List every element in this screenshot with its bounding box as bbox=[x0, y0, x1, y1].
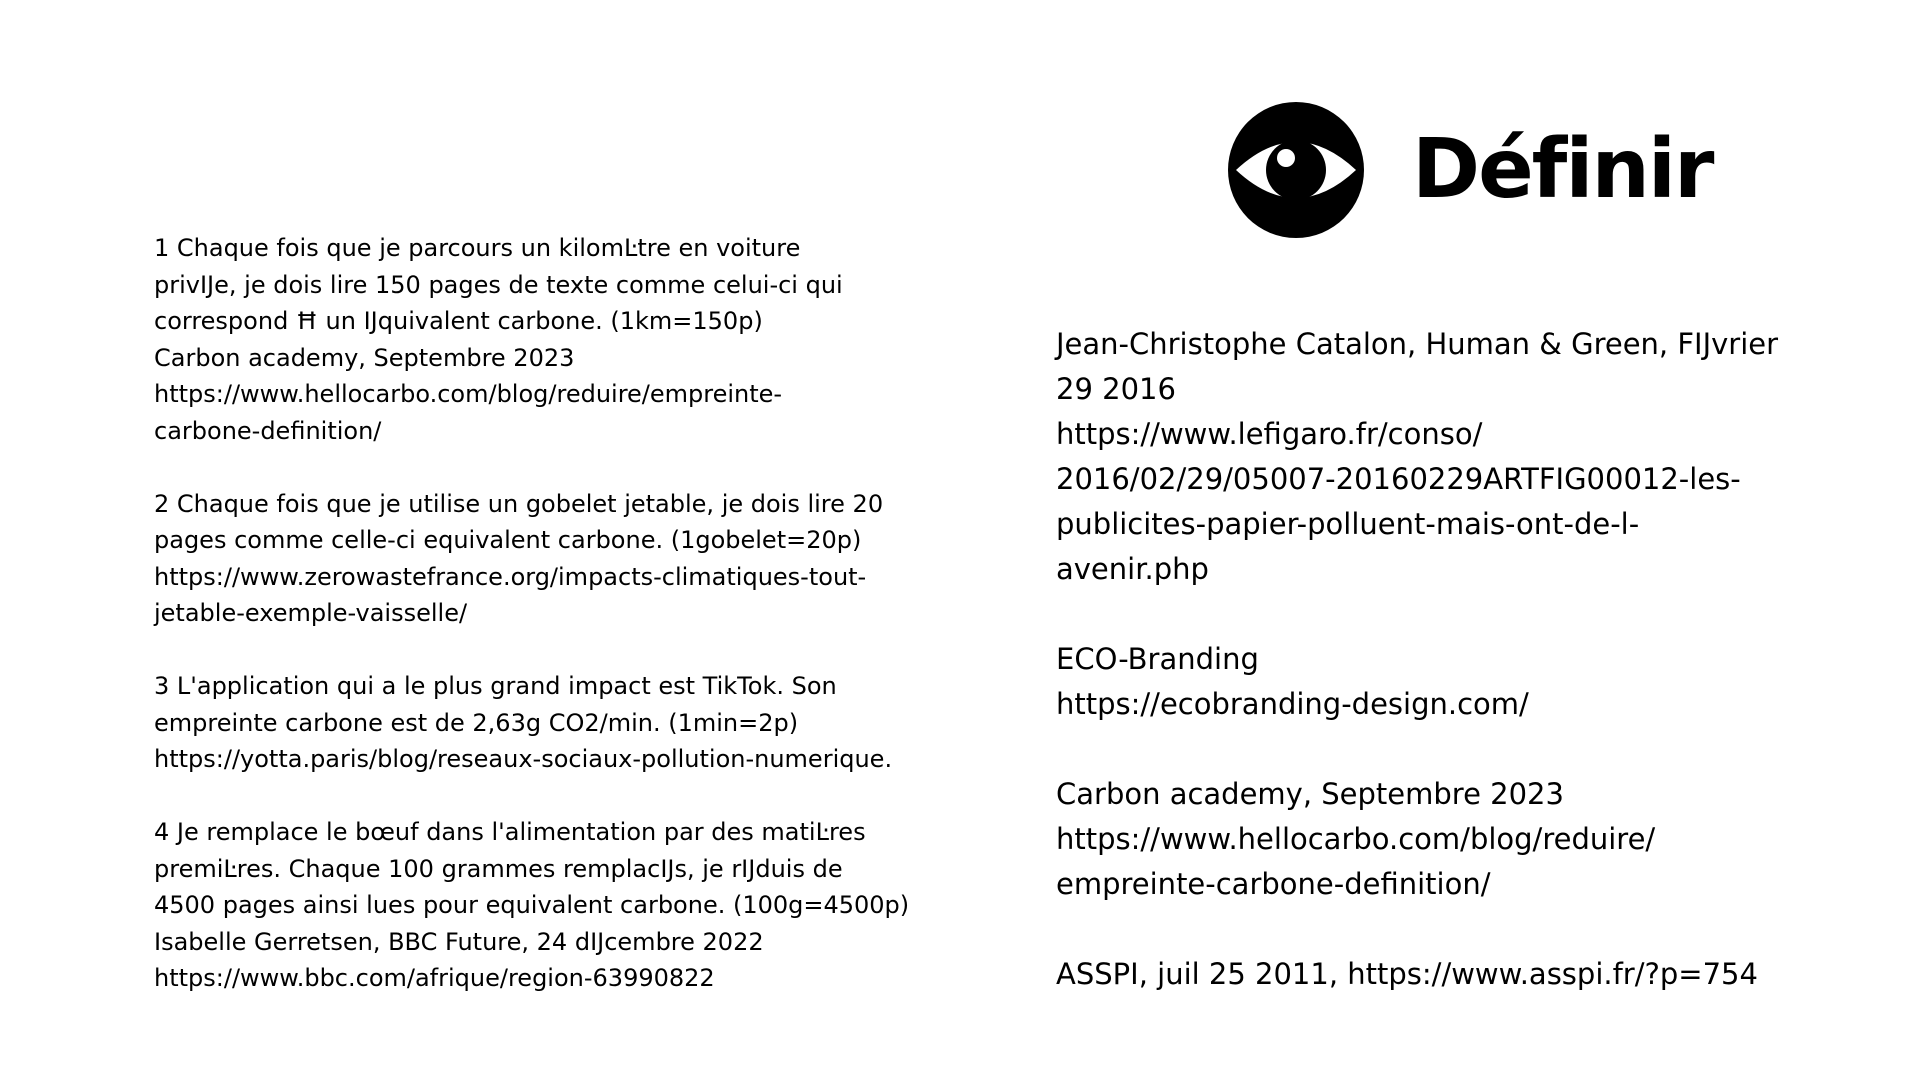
text-line: 3 L'application qui a le plus grand impact est TikTok. Son bbox=[154, 672, 837, 700]
url-line: https://www.zerowastefrance.org/impacts-climatiques-tout- bbox=[154, 562, 867, 591]
url-line: 2016/02/29/05007-20160229ARTFIG00012-les- bbox=[1056, 462, 1741, 496]
url-line: https://ecobranding-design.com/ bbox=[1056, 687, 1529, 721]
text-line: empreinte carbone est de 2,63g CO2/min. (1min=2p) bbox=[154, 708, 799, 737]
url-line: https://www.lefigaro.fr/conso/ bbox=[1056, 417, 1483, 451]
url-line: carbone-definition/ bbox=[154, 416, 382, 445]
text-line: correspond Ħ un IJquivalent carbone. (1km=150p) bbox=[154, 307, 763, 335]
page-title: Définir bbox=[1412, 122, 1713, 217]
right-text-column bbox=[1056, 322, 1896, 997]
text-line: pages comme celle-ci equivalent carbone. (1gobelet=20p) bbox=[154, 526, 862, 554]
source-line: Carbon academy, Septembre 2023 bbox=[1056, 777, 1564, 811]
spacer bbox=[154, 449, 964, 486]
spacer bbox=[154, 632, 964, 669]
spacer bbox=[1056, 907, 1896, 952]
source-line: Carbon academy, Septembre 2023 bbox=[154, 343, 575, 372]
text-line: 1 Chaque fois que je parcours un kilomĿtre en voiture bbox=[154, 234, 801, 262]
url-line: avenir.php bbox=[1056, 552, 1209, 586]
source-line: Jean-Christophe Catalon, Human & Green, FIJvrier bbox=[1056, 327, 1779, 361]
spacer bbox=[1056, 592, 1896, 637]
eye-icon bbox=[1228, 102, 1364, 238]
source-line: 29 2016 bbox=[1056, 372, 1176, 406]
text-line: 4 Je remplace le bœuf dans l'alimentation par des matiĿres bbox=[154, 818, 866, 846]
text-line: privIJe, je dois lire 150 pages de texte comme celui-ci qui bbox=[154, 270, 843, 299]
text-line: 4500 pages ainsi lues pour equivalent carbone. (100g=4500p) bbox=[154, 891, 910, 919]
left-text-column bbox=[154, 230, 964, 997]
url-line: jetable-exemple-vaisselle/ bbox=[154, 599, 468, 627]
url-line: empreinte-carbone-definition/ bbox=[1056, 867, 1491, 901]
url-line: https://www.hellocarbo.com/blog/reduire/ bbox=[1056, 822, 1656, 856]
source-line: ECO-Branding bbox=[1056, 642, 1259, 676]
source-line: ASSPI, juil 25 2011, https://www.asspi.fr/?p=754 bbox=[1056, 957, 1758, 991]
text-line: premiĿres. Chaque 100 grammes remplacIJs, je rIJduis de bbox=[154, 854, 843, 883]
spacer bbox=[1056, 727, 1896, 772]
spacer bbox=[154, 778, 964, 815]
url-line: https://www.hellocarbo.com/blog/reduire/empreinte- bbox=[154, 380, 783, 408]
url-line: https://yotta.paris/blog/reseaux-sociaux-pollution-numerique. bbox=[154, 745, 893, 773]
url-line: publicites-papier-polluent-mais-ont-de-l- bbox=[1056, 507, 1640, 541]
brand-header bbox=[1228, 102, 1712, 238]
text-line: 2 Chaque fois que je utilise un gobelet jetable, je dois lire 20 bbox=[154, 489, 884, 518]
url-line: https://www.bbc.com/afrique/region-63990822 bbox=[154, 964, 715, 992]
source-line: Isabelle Gerretsen, BBC Future, 24 dIJcembre 2022 bbox=[154, 927, 764, 956]
